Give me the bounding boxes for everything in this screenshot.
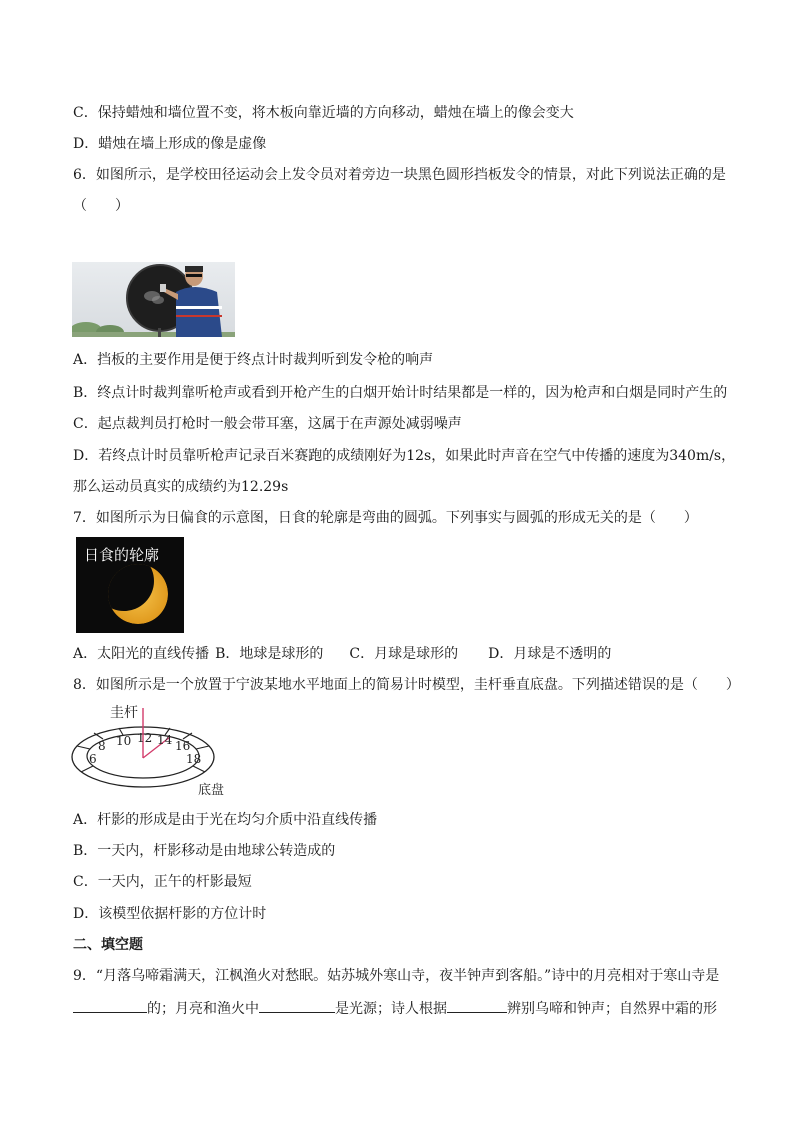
starter-photo [72, 262, 235, 337]
q9-blank-2[interactable] [259, 998, 335, 1013]
base-label: 底盘 [198, 783, 225, 798]
q7-options-row [73, 645, 611, 663]
q5-option-d: D．蜡烛在墙上形成的像是虚像 [73, 136, 267, 152]
pole-label: 圭杆 [110, 705, 138, 721]
q9-part3: 辨别乌啼和钟声；自然界中霜的形 [507, 1001, 717, 1017]
mark-8: 8 [98, 739, 106, 753]
q6-option-d-line1: D．若终点计时员靠听枪声记录百米赛跑的成绩刚好为12s，如果此时声音在空气中传播的速度为340m/s， [73, 448, 736, 464]
q7-option-a: A．太阳光的直线传播 [73, 646, 210, 662]
eclipse-drawing [76, 537, 184, 633]
mark-18: 18 [186, 752, 202, 766]
q7-option-c: C．月球是球形的 [349, 646, 459, 662]
eclipse-label: 日食的轮廓 [84, 546, 160, 564]
q6-stem: 6．如图所示，是学校田径运动会上发令员对着旁边一块黑色圆形挡板发令的情景，对此下列说法正确的是 [73, 167, 726, 183]
q7-option-d: D．月球是不透明的 [488, 646, 612, 662]
q8-stem: 8．如图所示是一个放置于宁波某地水平地面上的简易计时模型，圭杆垂直底盘。下列描述错误的是（ ） [73, 677, 740, 693]
q6-option-b: B．终点计时裁判靠听枪声或看到开枪产生的白烟开始计时结果都是一样的，因为枪声和白烟是同时产生的 [73, 385, 728, 401]
section-heading-fill-in: 二、填空题 [73, 937, 143, 953]
q8-option-b: B．一天内，杆影移动是由地球公转造成的 [73, 843, 336, 859]
q9-blank-3[interactable] [447, 998, 507, 1013]
q6-option-d-line2: 那么运动员真实的成绩约为12.29s [73, 479, 289, 495]
q7-stem: 7．如图所示为日偏食的示意图，日食的轮廓是弯曲的圆弧。下列事实与圆弧的形成无关的是（ ） [73, 510, 698, 526]
starter-photo-drawing [72, 262, 235, 337]
mark-16: 16 [175, 739, 191, 753]
q9-part1: 的；月亮和渔火中 [147, 1001, 259, 1017]
q9-line2 [73, 998, 717, 1018]
q6-option-a: A．挡板的主要作用是便于终点计时裁判听到发令枪的响声 [73, 352, 434, 368]
mark-14: 14 [157, 733, 173, 747]
mark-6: 6 [89, 752, 97, 766]
q8-option-c: C．一天内，正午的杆影最短 [73, 874, 252, 890]
q9-part2: 是光源；诗人根据 [335, 1001, 447, 1017]
q5-option-c: C．保持蜡烛和墙位置不变，将木板向靠近墙的方向移动，蜡烛在墙上的像会变大 [73, 105, 574, 121]
q6-option-c: C．起点裁判员打枪时一般会带耳塞，这属于在声源处减弱噪声 [73, 416, 462, 432]
q9-stem: 9．“月落乌啼霜满天，江枫渔火对愁眠。姑苏城外寒山寺，夜半钟声到客船。”诗中的月亮相对于寒山寺是 [73, 968, 720, 984]
q9-blank-1[interactable] [73, 998, 147, 1013]
mark-10: 10 [116, 734, 132, 748]
q8-option-a: A．杆影的形成是由于光在均匀介质中沿直线传播 [73, 812, 378, 828]
q8-option-d: D．该模型依据杆影的方位计时 [73, 906, 267, 922]
q7-option-b: B．地球是球形的 [215, 646, 324, 662]
q6-answer-paren: （ ） [73, 198, 129, 214]
mark-12: 12 [137, 731, 153, 745]
sundial-figure [70, 700, 230, 800]
eclipse-photo [76, 537, 184, 633]
sundial-drawing [70, 700, 230, 800]
